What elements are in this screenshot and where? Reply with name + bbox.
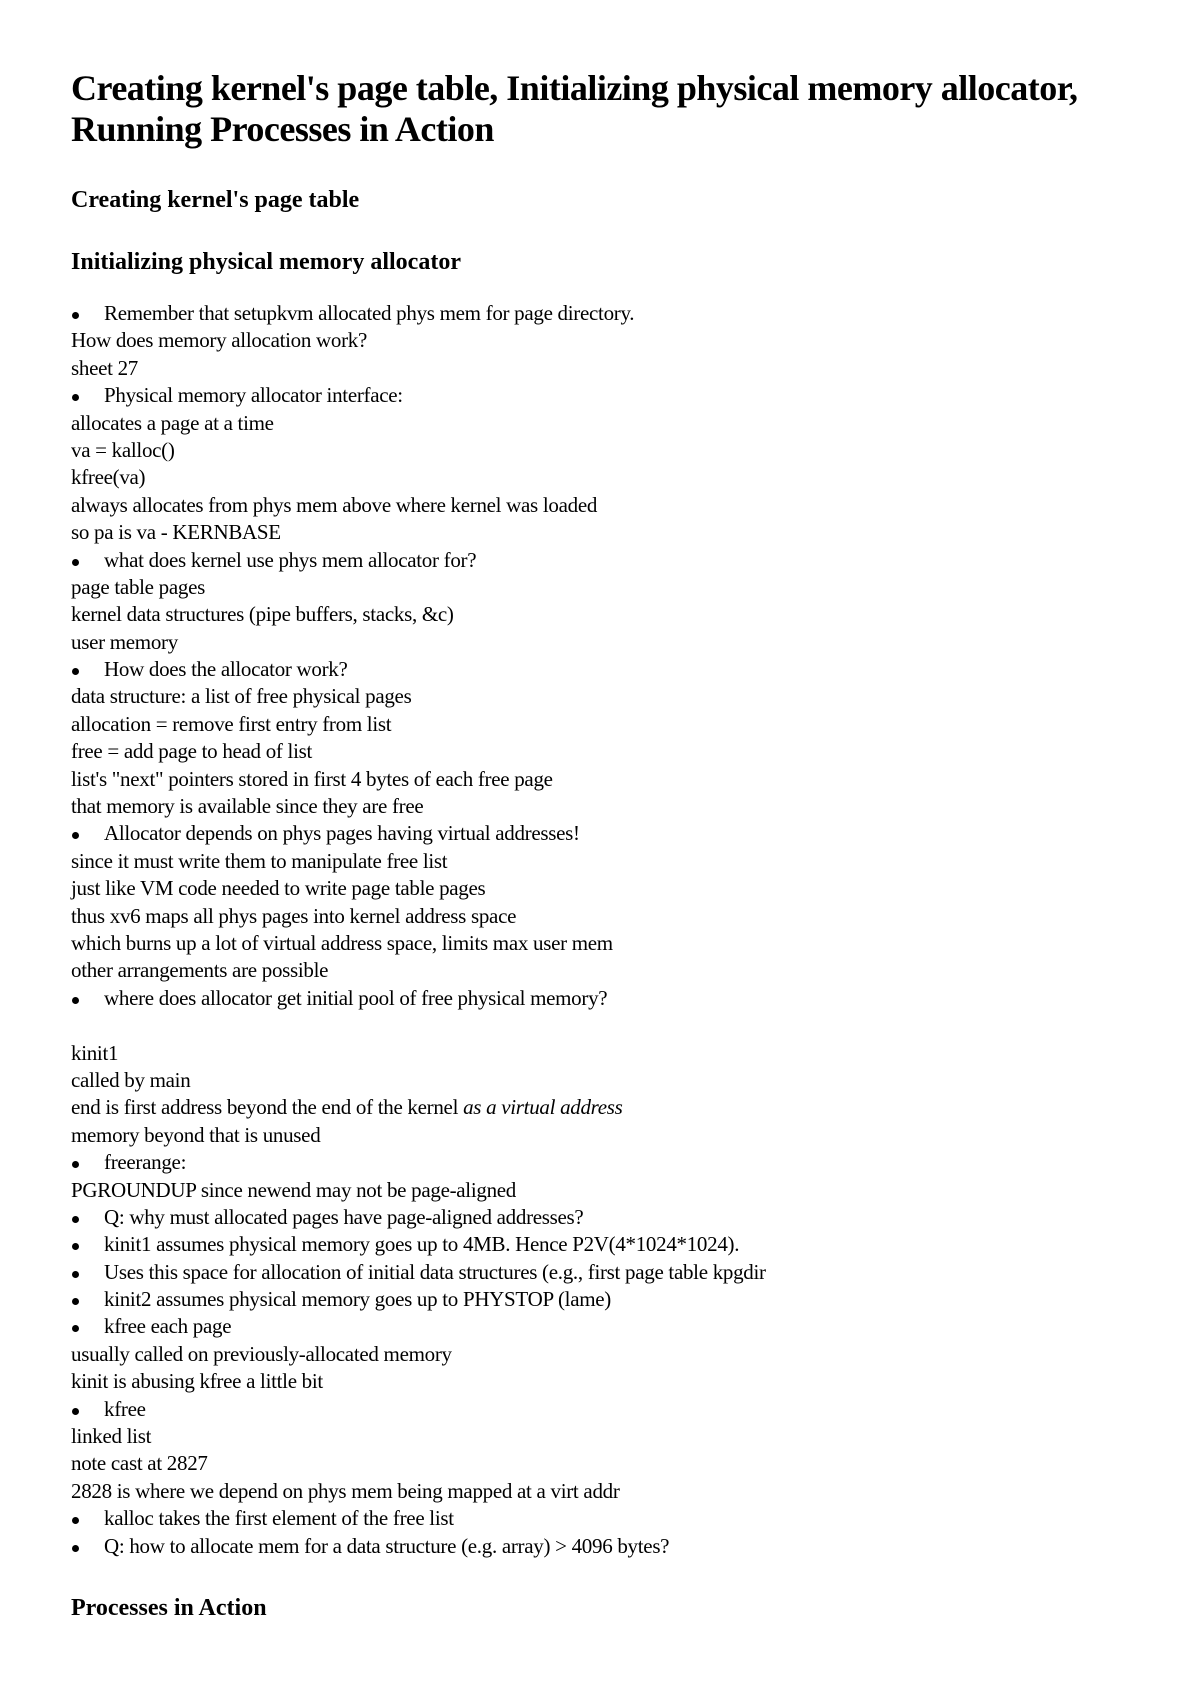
text-line: called by main (71, 1067, 191, 1092)
text-line: sheet 27 (71, 355, 138, 380)
text-line: note cast at 2827 (71, 1451, 208, 1476)
section-heading-processes-in-action: Processes in Action (71, 1594, 267, 1621)
bullet-item: where does allocator get initial pool of free physical memory? (71, 985, 1171, 1012)
page-title (71, 68, 1171, 150)
text-line: usually called on previously-allocated memory (71, 1341, 452, 1366)
bullet-item: Physical memory allocator interface: (71, 382, 1171, 409)
italic-span: as a virtual address (463, 1095, 623, 1120)
text-line (71, 1094, 1171, 1121)
bullet-item: Remember that setupkvm allocated phys mem for page directory. (71, 300, 1171, 327)
text-line: which burns up a lot of virtual address space, limits max user mem (71, 930, 613, 955)
text-line: linked list (71, 1424, 152, 1449)
bullet-item: kinit1 assumes physical memory goes up to 4MB. Hence P2V(4*1024*1024). (71, 1231, 1171, 1258)
bullet-item: Allocator depends on phys pages having virtual addresses! (71, 820, 1171, 847)
bullet-item: kinit2 assumes physical memory goes up to PHYSTOP (lame) (71, 1286, 1171, 1313)
title-line-1: Creating kernel's page table, Initializing physical memory allocator, (71, 68, 1078, 108)
bullet-item: kalloc takes the first element of the free list (71, 1505, 1171, 1532)
bullet-item: freerange: (71, 1149, 1171, 1176)
title-line-2: Running Processes in Action (71, 109, 494, 149)
blank-line (71, 1012, 1171, 1039)
text-line: kinit is abusing kfree a little bit (71, 1369, 323, 1394)
bullet-item: Q: how to allocate mem for a data structure (e.g. array) > 4096 bytes? (71, 1533, 1171, 1560)
text-line: memory beyond that is unused (71, 1122, 321, 1147)
text-line: so pa is va - KERNBASE (71, 520, 281, 545)
text-line: list's "next" pointers stored in first 4 bytes of each free page (71, 766, 553, 791)
section-heading-physical-memory-allocator: Initializing physical memory allocator (71, 249, 461, 275)
text-line: kernel data structures (pipe buffers, stacks, &c) (71, 602, 454, 627)
text-line: page table pages (71, 574, 205, 599)
bullet-item: kfree each page (71, 1313, 1171, 1340)
text-span: end is first address beyond the end of the kernel (71, 1095, 464, 1120)
text-line: free = add page to head of list (71, 739, 313, 764)
text-line: that memory is available since they are free (71, 794, 424, 819)
bullet-item: Q: why must allocated pages have page-aligned addresses? (71, 1204, 1171, 1231)
bullet-item: what does kernel use phys mem allocator for? (71, 547, 1171, 574)
bullet-item: Uses this space for allocation of initial data structures (e.g., first page table kpgdir (71, 1259, 1171, 1286)
text-line: 2828 is where we depend on phys mem being mapped at a virt addr (71, 1478, 620, 1503)
text-line: PGROUNDUP since newend may not be page-aligned (71, 1177, 516, 1202)
bullet-item: How does the allocator work? (71, 656, 1171, 683)
text-line: other arrangements are possible (71, 958, 329, 983)
text-line: How does memory allocation work? (71, 328, 367, 353)
section-heading-kernel-page-table: Creating kernel's page table (71, 187, 360, 213)
section-body (71, 300, 1171, 1560)
text-line: allocates a page at a time (71, 410, 274, 435)
text-line: just like VM code needed to write page table pages (71, 876, 486, 901)
bullet-item: kfree (71, 1396, 1171, 1423)
text-line: va = kalloc() (71, 437, 175, 462)
text-line: kinit1 (71, 1040, 119, 1065)
text-line: thus xv6 maps all phys pages into kernel address space (71, 903, 517, 928)
text-line: allocation = remove first entry from list (71, 711, 392, 736)
text-line: user memory (71, 629, 178, 654)
text-line: kfree(va) (71, 465, 146, 490)
text-line: data structure: a list of free physical pages (71, 684, 412, 709)
text-line: always allocates from phys mem above where kernel was loaded (71, 492, 598, 517)
text-line: since it must write them to manipulate free list (71, 848, 448, 873)
